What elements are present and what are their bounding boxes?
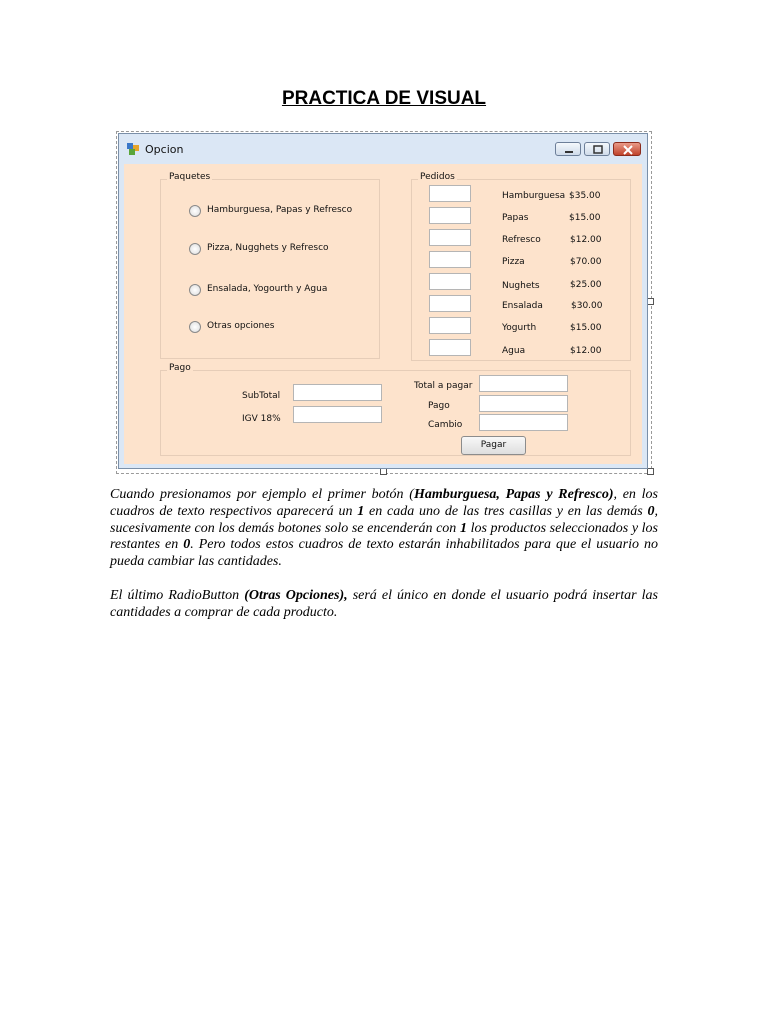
minimize-button[interactable] [555, 142, 581, 156]
item-price: $12.00 [570, 235, 602, 245]
item-name: Papas [502, 213, 529, 223]
qty-refresco-input[interactable] [429, 229, 471, 246]
pago-group-label: Pago [169, 363, 191, 373]
qty-nughets-input[interactable] [429, 273, 471, 290]
resize-handle-bottom[interactable] [380, 468, 387, 475]
resize-handle-corner[interactable] [647, 468, 654, 475]
minimize-icon [556, 143, 582, 157]
form-client-area [124, 164, 642, 464]
text-run: , sucesivamente con los demás botones solo se encenderán con [110, 503, 658, 536]
radio-circle[interactable] [189, 321, 201, 333]
total-label: Total a pagar [414, 381, 473, 391]
text-run-bold: 0 [183, 537, 191, 553]
paragraph-description [110, 487, 658, 571]
item-name: Nughets [502, 281, 540, 291]
text-run: El último RadioButton [110, 588, 245, 603]
item-name: Agua [502, 346, 526, 356]
item-name: Ensalada [502, 301, 543, 311]
pedidos-group [411, 172, 631, 361]
qty-papas-input[interactable] [429, 207, 471, 224]
item-price: $25.00 [570, 280, 602, 290]
text-run: los productos seleccionados y los restantes en [110, 520, 658, 553]
radio-label: Otras opciones [207, 321, 275, 331]
window-titlebar[interactable] [119, 134, 647, 164]
text-run-bold: 1 [459, 520, 467, 536]
text-run-bold: (Otras Opciones), [244, 588, 348, 603]
pago-label: Pago [428, 401, 450, 411]
radio-label: Ensalada, Yogourth y Agua [207, 284, 328, 294]
qty-pizza-input[interactable] [429, 251, 471, 268]
item-name: Refresco [502, 235, 541, 245]
radio-label: Pizza, Nugghets y Refresco [207, 243, 329, 253]
qty-ensalada-input[interactable] [429, 295, 471, 312]
item-price: $15.00 [569, 213, 601, 223]
paragraph-otras-opciones [110, 588, 658, 622]
radio-circle[interactable] [189, 284, 201, 296]
document-title: PRACTICA DE VISUAL [281, 88, 487, 109]
close-button[interactable] [613, 142, 641, 156]
igv-label: IGV 18% [242, 414, 281, 424]
app-icon [127, 143, 139, 155]
qty-yogurth-input[interactable] [429, 317, 471, 334]
pago-input[interactable] [479, 395, 568, 412]
radio-circle[interactable] [189, 243, 201, 255]
close-icon [614, 143, 642, 157]
maximize-icon [585, 143, 611, 157]
total-input[interactable] [479, 375, 568, 392]
text-run: será el único en donde el usuario podrá insertar las cantidades a comprar de cada producto. [110, 588, 659, 620]
item-name: Hamburguesa [502, 191, 566, 201]
radio-circle[interactable] [189, 205, 201, 217]
item-price: $15.00 [570, 323, 602, 333]
qty-hamburguesa-input[interactable] [429, 185, 471, 202]
text-run-bold: 1 [357, 503, 365, 519]
resize-handle-right[interactable] [647, 298, 654, 305]
text-run-bold: 0 [647, 503, 655, 519]
cambio-input[interactable] [479, 414, 568, 431]
item-name: Pizza [502, 257, 525, 267]
item-price: $30.00 [571, 301, 603, 311]
item-price: $12.00 [570, 346, 602, 356]
pagar-button[interactable]: Pagar [461, 436, 526, 455]
text-run: en cada uno de las tres casillas y en las demás [364, 503, 648, 519]
text-run-bold: Hamburguesa, Papas y Refresco) [413, 487, 614, 502]
text-run: Cuando presionamos por ejemplo el primer botón ( [110, 487, 414, 502]
item-name: Yogurth [502, 323, 537, 333]
paquetes-group-label: Paquetes [169, 172, 211, 182]
cambio-label: Cambio [428, 420, 463, 430]
item-price: $70.00 [570, 257, 602, 267]
text-run: , en los cuadros de texto respectivos aparecerá un [110, 487, 658, 519]
window-title: Opcion [145, 143, 184, 156]
subtotal-label: SubTotal [242, 391, 281, 401]
radio-label: Hamburguesa, Papas y Refresco [207, 205, 353, 215]
pedidos-group-label: Pedidos [420, 172, 455, 182]
qty-agua-input[interactable] [429, 339, 471, 356]
text-run: . Pero todos estos cuadros de texto estarán inhabilitados para que el usuario no pueda cambiar las cantidades. [110, 537, 658, 570]
maximize-button[interactable] [584, 142, 610, 156]
igv-input[interactable] [293, 406, 382, 423]
form-window [118, 133, 648, 469]
item-price: $35.00 [569, 191, 601, 201]
subtotal-input[interactable] [293, 384, 382, 401]
paquetes-group [160, 172, 380, 359]
